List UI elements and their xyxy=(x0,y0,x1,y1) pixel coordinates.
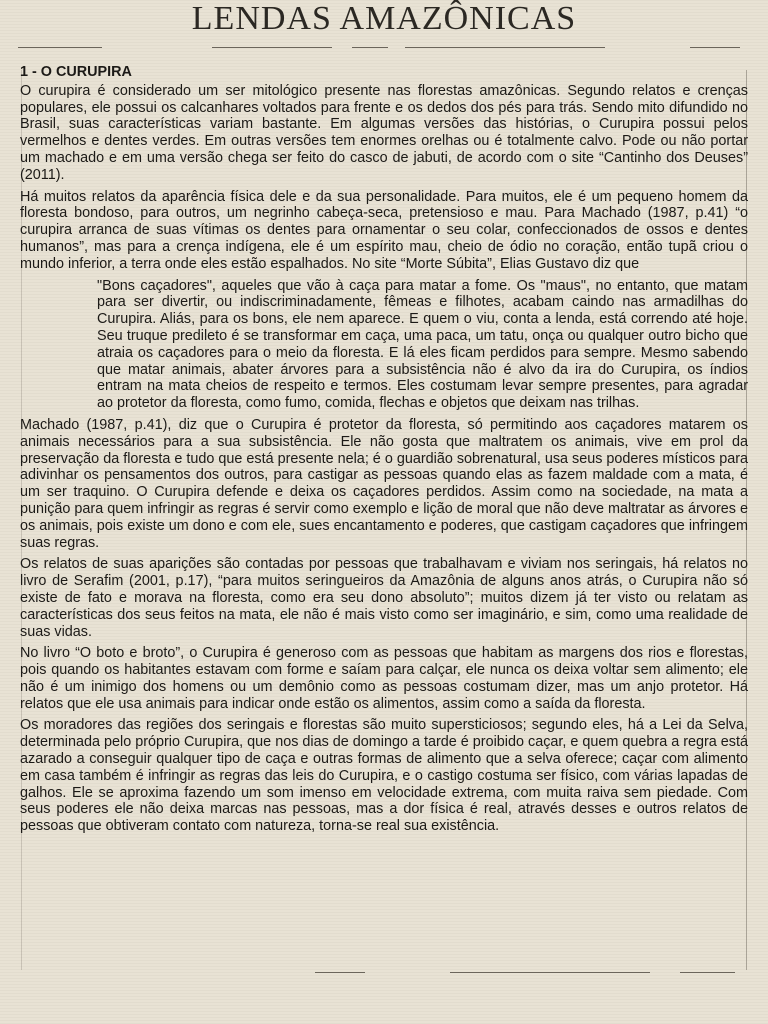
divider-line xyxy=(18,47,102,48)
paragraph: No livro “O boto e broto”, o Curupira é generoso com as pessoas que habitam as margens dos rios e florestas, pois quando os habitantes estavam com forme e saíam para calçar, ele nunca os deixa voltar sem alimento; ele não é um inimigo dos homens ou um demônio como as pessoas costumam dizer, mas um anjo protetor. Há relatos que ele usa animais para indicar onde estão os alimentos, assim como a saída da floresta. xyxy=(20,645,748,712)
paragraph: Os moradores das regiões dos seringais e florestas são muito supersticiosos; segundo eles, há a Lei da Selva, determinada pelo próprio Curupira, que nos dias de domingo a tarde é proibido caçar, e quem quebra a regra está azarado a conseguir qualquer tipo de caça e outras formas de alimento que a selva oferece; caçar com alimento em casa também é infringir as regras das leis do Curupira, e o castigo costuma ser físico, com várias lapadas de galhos. Ele se aproxima fazendo um som imenso em velocidade extrema, com muita raiva sem piedade. Com seus poderes ele não deixa marcas nas pessoas, mas a dor física é real, através desses e outros relatos de pessoas que obtiveram contato com natureza, torna-se real sua existência. xyxy=(20,717,748,835)
page-title: LENDAS AMAZÔNICAS xyxy=(191,0,577,37)
paragraph: Os relatos de suas aparições são contadas por pessoas que trabalhavam e viviam nos seringais, há relatos no livro de Serafim (2001, p.17), “para muitos seringueiros da Amazônia de alguns anos atrás, o Curupira não só existe de fato e morava na floresta, como era seu dono absoluto”; muitos dizem já ter visto ou relatam as características dos seus feitos na mata, ele não é mais visto como ser imaginário, e sim, como uma realidade de suas vidas. xyxy=(20,556,748,640)
section-heading: 1 - O CURUPIRA xyxy=(20,64,132,80)
divider-line xyxy=(352,47,388,48)
divider-line xyxy=(690,47,740,48)
divider-line xyxy=(212,47,332,48)
paragraph: O curupira é considerado um ser mitológico presente nas florestas amazônicas. Segundo relatos e crenças populares, ele possui os calcanhares voltados para frente e os dedos dos pés para trás. Sendo mito difundido no Brasil, suas características variam bastante. Em algumas versões das histórias, o Curupira possui pelos vermelhos e dentes verdes. Em outras versões tem enormes orelhas ou é totalmente calvo. Pode ou não portar um machado e em uma versão chega ser feito do casco de jabuti, de acordo com o site “Cantinho dos Deuses” (2011). xyxy=(20,82,748,183)
divider-line xyxy=(680,972,735,973)
divider-line xyxy=(405,47,605,48)
block-quote: "Bons caçadores", aqueles que vão à caça para matar a fome. Os "maus", no entanto, que matam para ser divertir, ou indiscriminadamente, fêmeas e filhotes, acabam caindo nas armadilhas do Curupira. Aliás, para os bons, ele nem aparece. E quem o viu, conta a lenda, está correndo até hoje. Seu truque predileto é se transformar em caça, uma paca, um tatu, onça ou qualquer outro bicho que atraia os caçadores para o meio da floresta. E lá eles ficam perdidos para sempre. Mesmo sabendo que matar animais, abater árvores para a subsistência não é alvo da ira do Curupira, os índios entram na mata cheios de respeito e termos. Eles costumam levar sempre presentes, para agradar ao protetor da floresta, como fumo, comida, flechas e objetos que deixam nas trilhas. xyxy=(97,277,748,412)
divider-line xyxy=(315,972,365,973)
divider-line xyxy=(450,972,650,973)
paragraph: Machado (1987, p.41), diz que o Curupira é protetor da floresta, só permitindo aos caçadores matarem os animais necessários para a sua subsistência. Ele não gosta que maltratem os animais, vive em prol da preservação da floresta e tudo que está presente nela; é o guardião sobrenatural, usa seus poderes místicos para adivinhar os pensamentos dos outros, para castigar as pessoas quando elas as fazem maldade com a mata, é um ser traquino. O Curupira defende e deixa os caçadores perdidos. Assim como na sociedade, na mata a punição para quem infringir as regras é servir como exemplo e lição de moral que não deve maltratar as árvores e os animais, pois existe um dono e com ele, sues encantamento e poderes, que castigam caçadores que infringem suas regras. xyxy=(20,416,748,551)
document-body xyxy=(20,64,748,840)
paragraph: Há muitos relatos da aparência física dele e da sua personalidade. Para muitos, ele é um pequeno homem da floresta bondoso, para outros, um negrinho cabeça-seca, pretensioso e mau. Para Machado (1987, p.41) “o curupira arranca de suas vítimas os dentes para ornamentar o seu colar, confeccionados de ossos e dentes humanos”, mas para a crença indígena, ele é um espírito mau, cheio de ódio no coração, então tupã criou o mundo inferior, a terra onde eles estão espalhados. No site “Morte Súbita”, Elias Gustavo diz que xyxy=(20,188,748,272)
